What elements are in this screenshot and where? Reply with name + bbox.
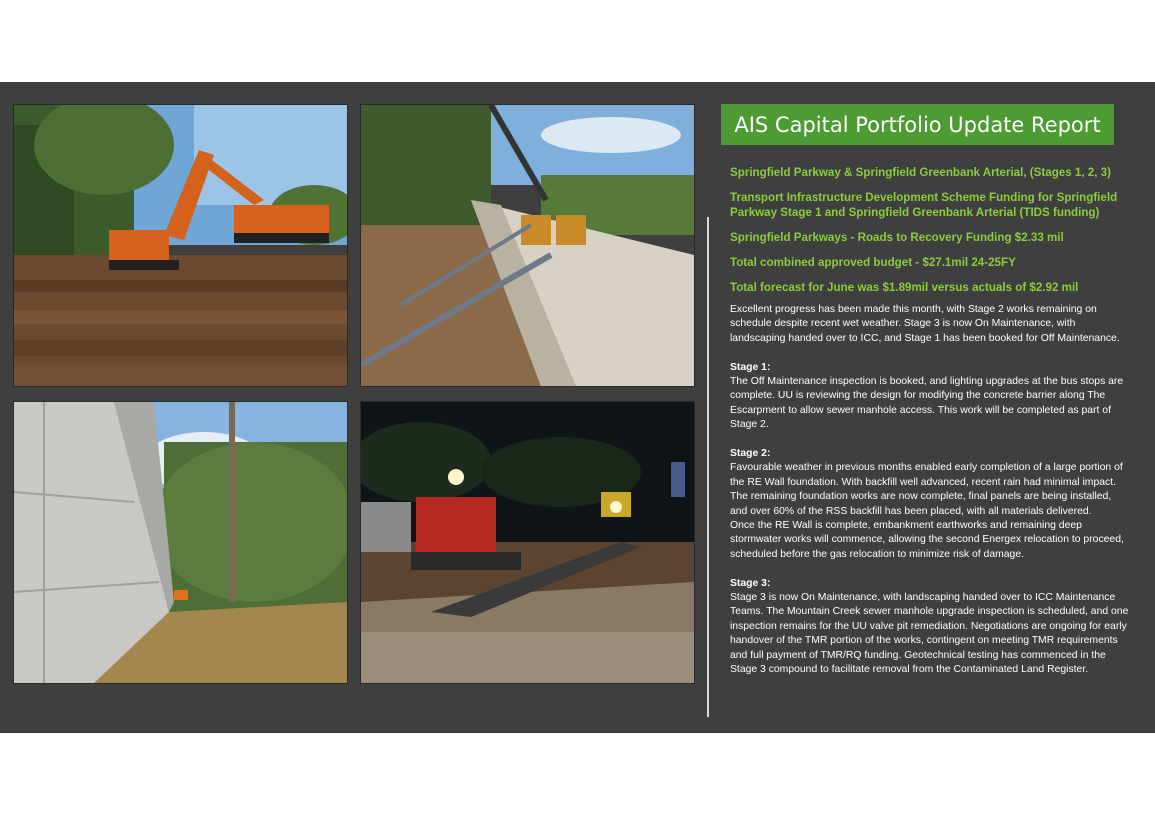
- stage1-heading: Stage 1:: [730, 361, 771, 373]
- highlight-tids-funding: Transport Infrastructure Development Scheme Funding for Springfield Parkway Stage 1 and Springfield Greenbank Arterial (TIDS funding): [730, 191, 1118, 219]
- photo-finished-re-wall: [13, 401, 348, 684]
- highlight-roads-to-recovery: Springfield Parkways - Roads to Recovery Funding $2.33 mil: [730, 231, 1064, 244]
- highlight-approved-budget: Total combined approved budget - $27.1mil 24-25FY: [730, 256, 1016, 269]
- photo-night-works: [360, 401, 695, 684]
- funding-highlights: [730, 165, 1130, 305]
- stage2-text-1: Favourable weather in previous months enabled early completion of a large portion of the RE Wall foundation. With backfill well advanced, recent rain had minimal impact. The remaining foundation works are now complete, final panels are being installed, and over 60% of the RSS backfill has been placed, with all materials delivered.: [730, 462, 1123, 517]
- report-body: [730, 303, 1130, 678]
- stage2-text-2: Once the RE Wall is complete, embankment earthworks and remaining deep stormwater works will commence, allowing the second Energex relocation to proceed, scheduled before the gas relocation to minimize risk of damage.: [730, 520, 1124, 560]
- divider-line: [707, 217, 709, 717]
- intro-paragraph: Excellent progress has been made this month, with Stage 2 works remaining on schedule despite recent wet weather. Stage 3 is now On Maintenance, with landscaping handed over to ICC, and Stage 1 has been booked for Off Maintenance.: [730, 304, 1120, 344]
- stage1-text: The Off Maintenance inspection is booked, and lighting upgrades at the bus stops are complete. UU is reviewing the design for modifying the concrete barrier along The Escarpment to allow sewer manhole access. This work will be completed as part of Stage 2.: [730, 376, 1124, 431]
- stage2-heading: Stage 2:: [730, 448, 771, 460]
- report-slide: [0, 82, 1155, 733]
- report-title-bar: [721, 104, 1114, 145]
- photo-excavators-earthworks: [13, 104, 348, 387]
- stage3-heading: Stage 3:: [730, 577, 771, 589]
- highlight-forecast-vs-actuals: Total forecast for June was $1.89mil versus actuals of $2.92 mil: [730, 281, 1079, 294]
- highlight-project: Springfield Parkway & Springfield Greenbank Arterial, (Stages 1, 2, 3): [730, 166, 1111, 179]
- stage3-text: Stage 3 is now On Maintenance, with landscaping handed over to ICC Maintenance Teams. The Mountain Creek sewer manhole upgrade inspection is scheduled, and one inspection remains for the UU valve pit remediation. Negotiations are ongoing for early handover of the TMR portion of the works, contingent on meeting TMR requirements and full payment of TMR/RQ funding. Geotechnical testing has commenced in the Stage 3 compound to facilitate removal from the Contaminated Land Register.: [730, 592, 1129, 676]
- photo-re-wall-panels: [360, 104, 695, 387]
- report-title: AIS Capital Portfolio Update Report: [734, 112, 1101, 137]
